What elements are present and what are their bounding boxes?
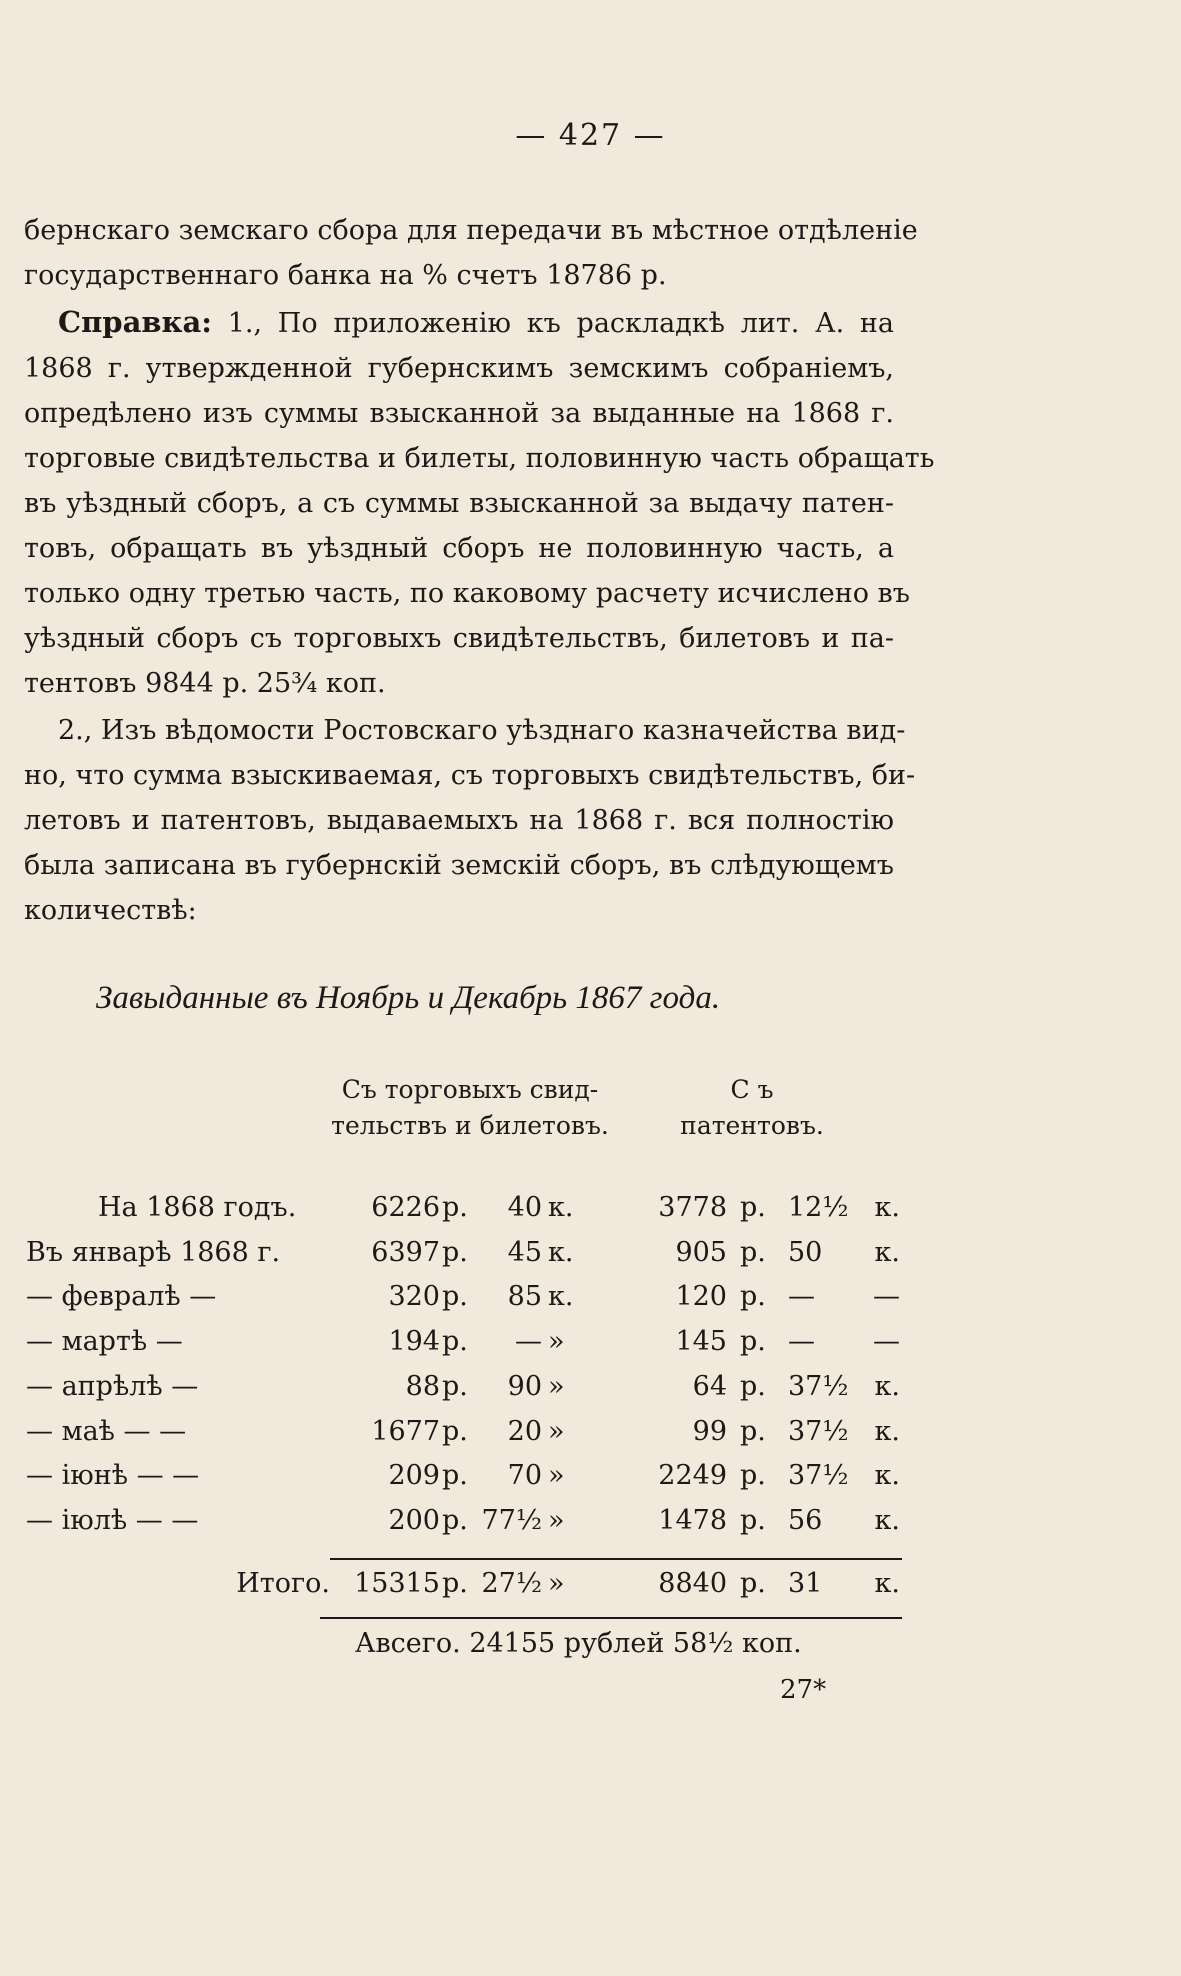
total-rule bbox=[330, 1558, 902, 1560]
row-label: Въ январѣ 1868 г. bbox=[26, 1236, 281, 1268]
cell-p2: р. bbox=[740, 1192, 766, 1223]
cell-u1: » bbox=[548, 1504, 565, 1536]
cell-r2: 905 bbox=[675, 1236, 727, 1268]
cell-p2: р. bbox=[740, 1281, 766, 1313]
paragraph-intro bbox=[24, 208, 918, 298]
cell-r2: 2249 bbox=[658, 1460, 727, 1492]
cell-u1: » bbox=[548, 1568, 565, 1599]
table-row bbox=[0, 1281, 1181, 1325]
row-label: — февралѣ — bbox=[26, 1281, 217, 1313]
cell-p2: р. bbox=[740, 1236, 766, 1268]
row-label: — апрѣлѣ — bbox=[26, 1370, 199, 1402]
text-line: 1868 г. утвержденной губернскимъ земскимъ собраніемъ, bbox=[24, 353, 894, 384]
cell-k2: 31 bbox=[788, 1568, 823, 1599]
row-label: — іюнѣ — — bbox=[26, 1460, 200, 1492]
cell-u1: » bbox=[548, 1326, 565, 1358]
cell-p1: р. bbox=[442, 1326, 468, 1358]
table-row bbox=[0, 1505, 1181, 1549]
grand-total: Авсего. 24155 рублей 58½ коп. bbox=[355, 1628, 802, 1659]
table-row bbox=[0, 1416, 1181, 1460]
cell-k2: 56 bbox=[788, 1504, 823, 1536]
row-label: — мартѣ — bbox=[26, 1326, 183, 1358]
cell-u2: к. bbox=[874, 1460, 900, 1492]
cell-r2: 64 bbox=[692, 1370, 727, 1402]
cell-u2: к. bbox=[874, 1568, 900, 1599]
cell-r2: 3778 bbox=[658, 1192, 727, 1223]
cell-r2: 99 bbox=[692, 1415, 727, 1447]
cell-r2: 145 bbox=[675, 1326, 727, 1358]
cell-k1: 77½ bbox=[481, 1504, 542, 1536]
cell-u2: к. bbox=[874, 1370, 900, 1402]
cell-p2: р. bbox=[740, 1326, 766, 1358]
cell-r2: 8840 bbox=[658, 1568, 727, 1599]
text-line: только одну третью часть, по каковому расчету исчислено въ bbox=[24, 578, 910, 609]
cell-u2: к. bbox=[874, 1192, 900, 1223]
text-line: въ уѣздный сборъ, а съ суммы взысканной за выдачу патен- bbox=[24, 488, 894, 519]
spravka-label: Справка: bbox=[58, 305, 212, 339]
cell-k1: 85 bbox=[507, 1281, 542, 1313]
cell-r1: 1677 bbox=[371, 1415, 440, 1447]
column-header-line: С ъ bbox=[730, 1075, 774, 1104]
cell-k1: 40 bbox=[507, 1192, 542, 1223]
cell-p2: р. bbox=[740, 1460, 766, 1492]
cell-p2: р. bbox=[740, 1370, 766, 1402]
text-line: количествѣ: bbox=[24, 895, 197, 926]
cell-r1: 6226 bbox=[371, 1192, 440, 1223]
cell-k2: 50 bbox=[788, 1236, 823, 1268]
cell-u2: — bbox=[873, 1281, 900, 1313]
column-header-patents bbox=[672, 1072, 832, 1144]
cell-u1: » bbox=[548, 1460, 565, 1492]
text-line: но, что сумма взыскиваемая, съ торговыхъ свидѣтельствъ, би- bbox=[24, 760, 916, 791]
table-row bbox=[0, 1460, 1181, 1504]
cell-k2: — bbox=[788, 1281, 815, 1313]
cell-p2: р. bbox=[740, 1504, 766, 1536]
cell-r1: 194 bbox=[388, 1326, 440, 1358]
cell-u1: » bbox=[548, 1370, 565, 1402]
cell-k2: 37½ bbox=[788, 1460, 849, 1492]
column-header-line: тельствъ и билетовъ. bbox=[331, 1111, 609, 1140]
cell-k2: 12½ bbox=[788, 1192, 849, 1223]
text-line: летовъ и патентовъ, выдаваемыхъ на 1868 г. вся полностію bbox=[24, 805, 894, 836]
text-line: тентовъ 9844 р. 25¾ коп. bbox=[24, 668, 386, 699]
cell-p1: р. bbox=[442, 1504, 468, 1536]
text-line bbox=[24, 300, 894, 346]
cell-p1: р. bbox=[442, 1460, 468, 1492]
cell-k1: 90 bbox=[507, 1370, 542, 1402]
table-row bbox=[0, 1237, 1181, 1281]
cell-u1: к. bbox=[548, 1192, 574, 1223]
text-line: товъ, обращать въ уѣздный сборъ не половинную часть, а bbox=[24, 533, 894, 564]
column-header-line: Съ торговыхъ свид- bbox=[341, 1075, 599, 1104]
cell-k1: — bbox=[515, 1326, 542, 1358]
text-line: бернскаго земскаго сбора для передачи въ мѣстное отдѣленіе bbox=[24, 215, 918, 246]
cell-u2: к. bbox=[874, 1236, 900, 1268]
cell-r1: 6397 bbox=[371, 1236, 440, 1268]
text-line: опредѣлено изъ суммы взысканной за выданные на 1868 г. bbox=[24, 398, 894, 429]
cell-r1: 88 bbox=[405, 1370, 440, 1402]
text-line: уѣздный сборъ съ торговыхъ свидѣтельствъ, билетовъ и па- bbox=[24, 623, 894, 654]
column-header-certificates bbox=[300, 1072, 640, 1144]
table-row bbox=[0, 1192, 1181, 1236]
cell-k1: 27½ bbox=[481, 1568, 542, 1599]
cell-k1: 45 bbox=[507, 1236, 542, 1268]
cell-p2: р. bbox=[740, 1415, 766, 1447]
cell-u2: к. bbox=[874, 1504, 900, 1536]
cell-u1: к. bbox=[548, 1236, 574, 1268]
signature-mark: 27* bbox=[780, 1675, 827, 1705]
cell-p1: р. bbox=[442, 1236, 468, 1268]
cell-p1: р. bbox=[442, 1281, 468, 1313]
cell-r1: 15315 bbox=[354, 1568, 440, 1599]
cell-u2: — bbox=[873, 1326, 900, 1358]
cell-p2: р. bbox=[740, 1568, 766, 1599]
row-label: — іюлѣ — — bbox=[26, 1504, 199, 1536]
grand-total-rule bbox=[320, 1617, 902, 1619]
cell-u1: к. bbox=[548, 1281, 574, 1313]
cell-k2: — bbox=[788, 1326, 815, 1358]
cell-u2: к. bbox=[874, 1415, 900, 1447]
text-line: государственнаго банка на % счетъ 18786 р. bbox=[24, 260, 667, 291]
row-label: — маѣ — — bbox=[26, 1415, 187, 1447]
column-header-line: патентовъ. bbox=[680, 1111, 824, 1140]
table-caption: Завыданные въ Ноябрь и Декабрь 1867 года. bbox=[96, 980, 721, 1016]
text-line: торговые свидѣтельства и билеты, половинную часть обращать bbox=[24, 443, 935, 474]
cell-r1: 320 bbox=[388, 1281, 440, 1313]
cell-r2: 1478 bbox=[658, 1504, 727, 1536]
text-line: 2., Изъ вѣдомости Ростовскаго уѣзднаго казначейства вид- bbox=[58, 715, 906, 746]
total-row bbox=[0, 1568, 1181, 1612]
cell-p1: р. bbox=[442, 1415, 468, 1447]
paragraph-vedomost bbox=[24, 708, 916, 933]
cell-k1: 20 bbox=[507, 1415, 542, 1447]
text-line: была записана въ губернскій земскій сборъ, въ слѣдующемъ bbox=[24, 850, 894, 881]
page-number: — 427 — bbox=[515, 118, 666, 153]
table-row bbox=[0, 1326, 1181, 1370]
cell-k2: 37½ bbox=[788, 1415, 849, 1447]
row-label: На 1868 годъ. bbox=[98, 1192, 297, 1223]
cell-r2: 120 bbox=[675, 1281, 727, 1313]
table-row bbox=[0, 1371, 1181, 1415]
cell-r1: 209 bbox=[388, 1460, 440, 1492]
cell-p1: р. bbox=[442, 1192, 468, 1223]
cell-p1: р. bbox=[442, 1370, 468, 1402]
row-label: Итого. bbox=[236, 1568, 330, 1599]
cell-p1: р. bbox=[442, 1568, 468, 1599]
paragraph-spravka bbox=[24, 300, 935, 706]
cell-k2: 37½ bbox=[788, 1370, 849, 1402]
cell-r1: 200 bbox=[388, 1504, 440, 1536]
cell-u1: » bbox=[548, 1415, 565, 1447]
cell-k1: 70 bbox=[507, 1460, 542, 1492]
text-fragment: 1., По приложенію къ раскладкѣ лит. А. на bbox=[211, 308, 894, 339]
